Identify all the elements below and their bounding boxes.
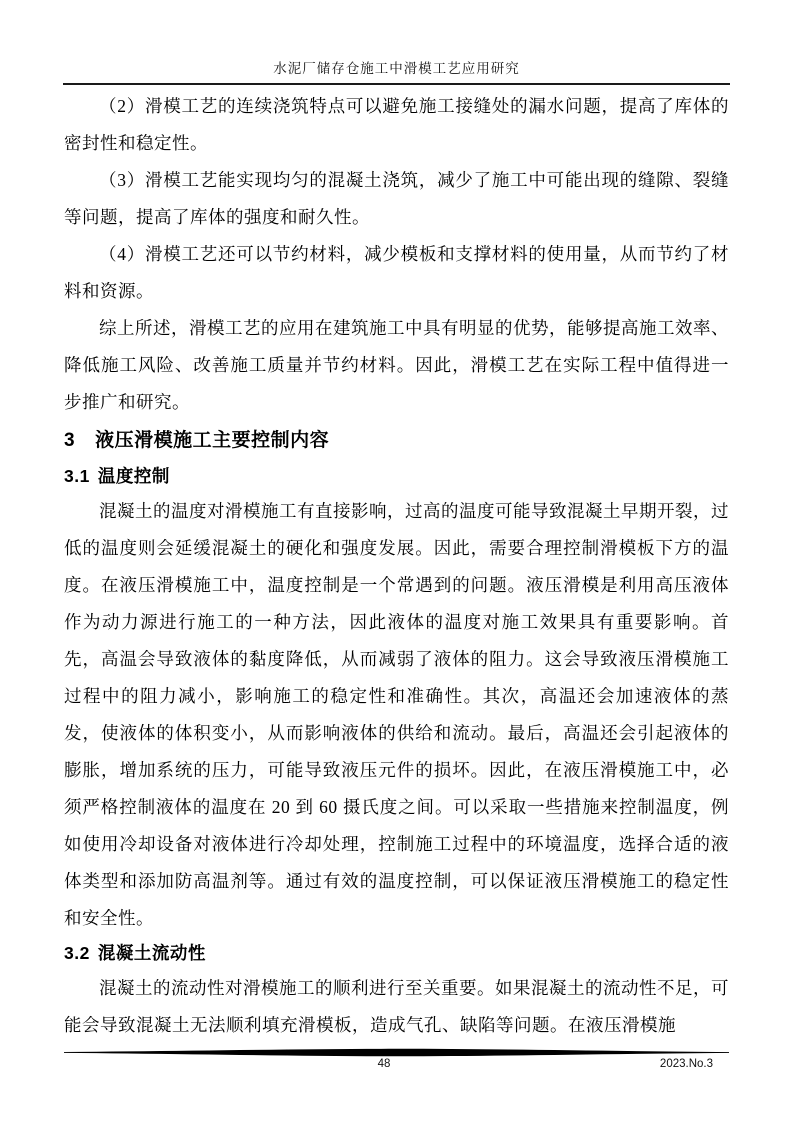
- running-title: 水泥厂储存仓施工中滑模工艺应用研究: [273, 61, 520, 76]
- tapered-rule-shape: [64, 1048, 729, 1057]
- section-3-2-title: 混凝土流动性: [97, 943, 206, 963]
- section-3-title: 液压滑模施工主要控制内容: [95, 430, 330, 451]
- section-3-1-heading: [64, 460, 729, 493]
- section-3-2-number: 3.2: [64, 943, 90, 963]
- journal-issue: 2023.No.3: [659, 1058, 713, 1070]
- section-3-1-title: 温度控制: [97, 466, 170, 486]
- paragraph-concrete-fluidity: 混凝土的流动性对滑模施工的顺利进行至关重要。如果混凝土的流动性不足，可能会导致混凝土无法顺利填充滑模板，造成气孔、缺陷等问题。在液压滑模施: [64, 978, 729, 1035]
- paragraph-point-2: （2）滑模工艺的连续浇筑特点可以避免施工接缝处的漏水问题，提高了库体的密封性和稳定性。: [64, 96, 729, 153]
- header-rule: [63, 83, 730, 85]
- paragraph-point-3: （3）滑模工艺能实现均匀的混凝土浇筑，减少了施工中可能出现的缝隙、裂缝等问题，提高了库体的强度和耐久性。: [64, 170, 729, 227]
- document-body: [64, 88, 729, 1044]
- paragraph-temperature-control: 混凝土的温度对滑模施工有直接影响，过高的温度可能导致混凝土早期开裂，过低的温度则会延缓混凝土的硬化和强度发展。因此，需要合理控制滑模板下方的温度。在液压滑模施工中，温度控制是一个常遇到的问题。液压滑模是利用高压液体作为动力源进行施工的一种方法，因此液体的温度对施工效果具有重要影响。首先，高温会导致液体的黏度降低，从而减弱了液体的阻力。这会导致液压滑模施工过程中的阻力减小，影响施工的稳定性和准确性。其次，高温还会加速液体的蒸发，使液体的体积变小，从而影响液体的供给和流动。最后，高温还会引起液体的膨胀，增加系统的压力，可能导致液压元件的损坏。因此，在液压滑模施工中，必须严格控制液体的温度在 20 到 60 摄氏度之间。可以采取一些措施来控制温度，例如使用冷却设备对液体进行冷却处理，控制施工过程中的环境温度，选择合适的液体类型和添加防高温剂等。通过有效的温度控制，可以保证液压滑模施工的稳定性和安全性。: [64, 501, 729, 928]
- section-3-1-number: 3.1: [64, 466, 90, 486]
- page-number: 48: [377, 1058, 391, 1070]
- footer-divider: [64, 1048, 729, 1057]
- paragraph-point-4: （4）滑模工艺还可以节约材料，减少模板和支撑材料的使用量，从而节约了材料和资源。: [64, 244, 729, 301]
- section-3-2-heading: [64, 937, 729, 970]
- paragraph-summary: 综上所述，滑模工艺的应用在建筑施工中具有明显的优势，能够提高施工效率、降低施工风险、改善施工质量并节约材料。因此，滑模工艺在实际工程中值得进一步推广和研究。: [64, 318, 729, 412]
- section-3-heading: [64, 421, 729, 460]
- section-3-number: 3: [64, 430, 76, 451]
